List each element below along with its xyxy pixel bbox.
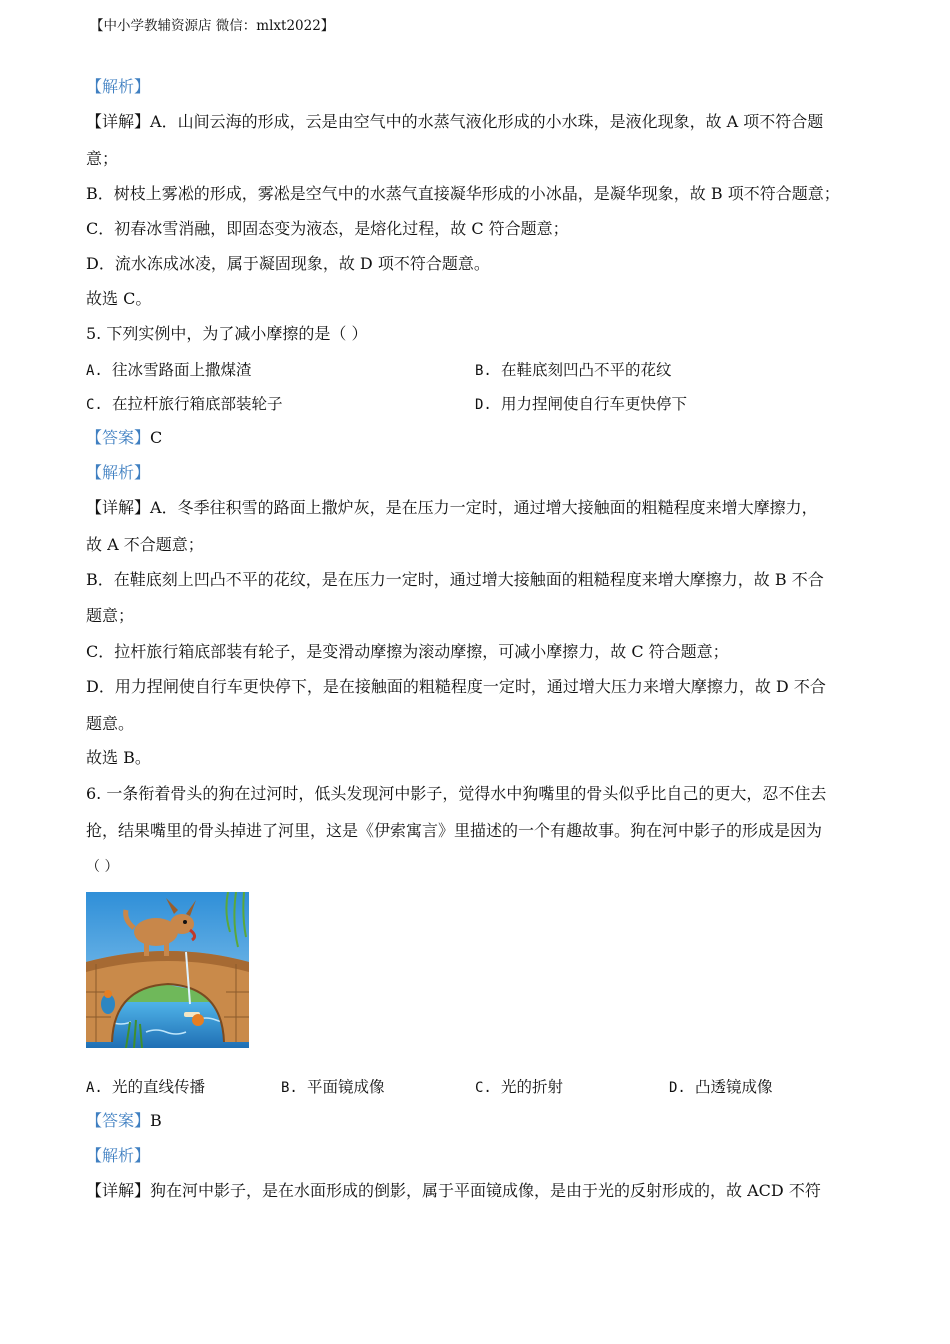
q5-option-c-key: C. [86,397,103,413]
q6-option-b [281,1077,385,1098]
q5-option-b-text: 在鞋底刻凹凸不平的花纹 [501,361,672,379]
dog-bridge-illustration [86,892,249,1048]
q6-option-d-text: 凸透镜成像 [695,1078,773,1096]
q5-option-c [86,394,283,415]
q5-detail-line-2: 故 A 不合题意； [86,535,204,554]
q6-answer-tag: 【答案】 [86,1111,151,1130]
q5-detail-line-6: D．用力捏闸使自行车更快停下，是在接触面的粗糙程度一定时，通过增大压力来增大摩擦力，故 D 不合 [86,677,826,696]
q5-detail-line-5: C．拉杆旅行箱底部装有轮子，是变滑动摩擦为滚动摩擦，可减小摩擦力，故 C 符合题意； [86,642,729,661]
q6-option-c-key: C. [475,1080,492,1096]
q6-option-c [475,1077,563,1098]
q4-detail-line-2: 意； [86,149,119,168]
q4-detail-line-1 [86,112,823,132]
q5-detail-text-1: A．冬季往积雪的路面上撒炉灰，是在压力一定时，通过增大接触面的粗糙程度来增大摩擦力， [150,498,818,517]
q5-conclusion: 故选 B。 [86,748,151,767]
q5-option-a [86,360,252,381]
q4-analysis-tag: 【解析】 [86,77,151,96]
q5-detail-line-1 [86,498,818,518]
q5-option-c-text: 在拉杆旅行箱底部装轮子 [112,395,283,413]
q6-stem-line-1: 6. 一条衔着骨头的狗在过河时，低头发现河中影子，觉得水中狗嘴里的骨头似乎比自己的更大，忍不住去 [86,784,827,803]
q5-option-a-key: A. [86,363,103,379]
q5-detail-line-3: B．在鞋底刻上凹凸不平的花纹，是在压力一定时，通过增大接触面的粗糙程度来增大摩擦力，故 B 不合 [86,570,824,589]
q5-option-d-text: 用力捏闸使自行车更快停下 [501,395,688,413]
q6-option-c-text: 光的折射 [501,1078,564,1096]
q6-option-a-text: 光的直线传播 [112,1078,206,1096]
q6-option-a-key: A. [86,1080,103,1096]
q4-detail-line-4: C．初春冰雪消融，即固态变为液态，是熔化过程，故 C 符合题意； [86,219,569,238]
q6-option-b-text: 平面镜成像 [307,1078,385,1096]
q5-detail-line-7: 题意。 [86,714,135,733]
q6-detail-line-1 [86,1181,821,1201]
q6-detail-text-1: 狗在河中影子，是在水面形成的倒影，属于平面镜成像，是由于光的反射形成的，故 ACD 不符 [150,1181,821,1200]
q5-detail-tag: 【详解】 [86,498,151,517]
q6-answer-line [86,1111,162,1131]
q6-option-d-key: D. [669,1080,686,1096]
q4-detail-line-3: B．树枝上雾凇的形成，雾凇是空气中的水蒸气直接凝华形成的小冰晶，是凝华现象，故 B 项不符合题意； [86,184,840,203]
q6-answer: B [150,1111,162,1130]
q5-answer: C [150,428,163,447]
q5-option-d-key: D. [475,397,492,413]
q6-stem-line-2: 抢，结果嘴里的骨头掉进了河里，这是《伊索寓言》里描述的一个有趣故事。狗在河中影子的形成是因为 [86,821,823,840]
q4-detail-text-1: A．山间云海的形成，云是由空气中的水蒸气液化形成的小水珠，是液化现象，故 A 项不符合题 [150,112,824,131]
q4-conclusion: 故选 C。 [86,289,152,308]
q5-stem: 5. 下列实例中，为了减小摩擦的是（ ） [86,324,368,343]
q5-answer-tag: 【答案】 [86,428,151,447]
q6-detail-tag: 【详解】 [86,1181,151,1200]
q5-option-d [475,394,687,415]
q6-analysis-tag: 【解析】 [86,1146,151,1165]
q6-stem-line-3: （ ） [86,859,119,875]
q6-option-b-key: B. [281,1080,298,1096]
q5-option-b-key: B. [475,363,492,379]
q5-detail-line-4: 题意； [86,606,135,625]
page-header: 【中小学教辅资源店 微信：mlxt2022】 [90,18,335,34]
q5-answer-line [86,428,162,448]
q5-option-b [475,360,672,381]
q6-option-a [86,1077,205,1098]
q4-detail-tag: 【详解】 [86,112,151,131]
q5-option-a-text: 往冰雪路面上撒煤渣 [112,361,252,379]
q4-detail-line-5: D．流水冻成冰凌，属于凝固现象，故 D 项不符合题意。 [86,254,490,273]
q6-option-d [669,1077,773,1098]
q5-analysis-tag: 【解析】 [86,463,151,482]
